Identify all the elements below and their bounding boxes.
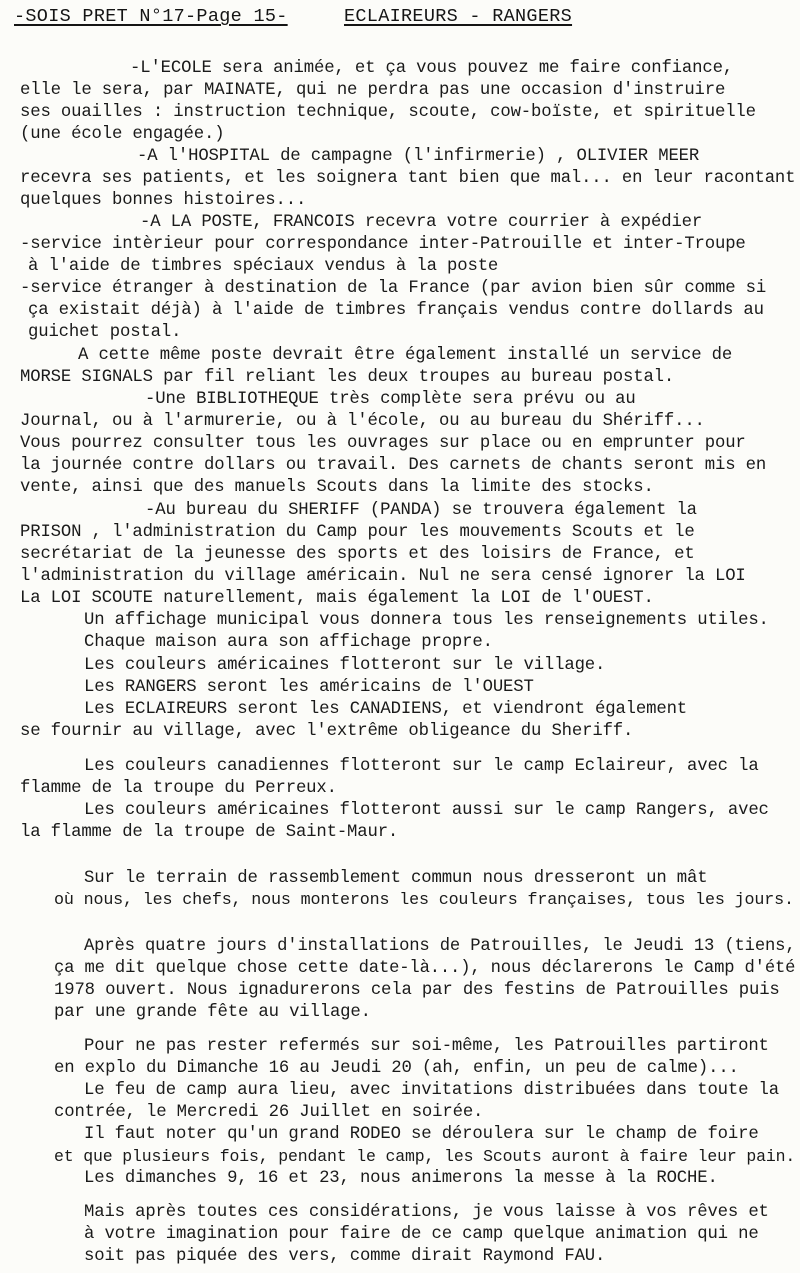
text-line: -A LA POSTE, FRANCOIS recevra votre courrier à expédier (140, 213, 703, 232)
text-line: contrée, le Mercredi 26 Juillet en soirée. (54, 1103, 484, 1122)
text-line: -A l'HOSPITAL de campagne (l'infirmerie) , OLIVIER MEER (137, 147, 700, 166)
text-line: Les couleurs américaines flotteront aussi sur le camp Rangers, avec (84, 801, 769, 820)
text-line: -Une BIBLIOTHEQUE très complète sera prévu ou au (145, 390, 636, 409)
text-line: Journal, ou à l'armurerie, ou à l'école, ou au bureau du Shériff... (20, 412, 705, 431)
text-line: Sur le terrain de rassemblement commun nous dresseront un mât (84, 869, 708, 888)
text-line: où nous, les chefs, nous monterons les couleurs françaises, tous les jours. (54, 891, 794, 910)
text-line: la journée contre dollars ou travail. Des carnets de chants seront mis en (20, 456, 767, 475)
text-line: (une école engagée.) (20, 125, 225, 144)
text-line: soit pas piquée des vers, comme dirait Raymond FAU. (84, 1247, 606, 1266)
text-line: par une grande fête au village. (54, 1003, 371, 1022)
text-line: Les RANGERS seront les américains de l'OUEST (84, 678, 534, 697)
header-issue-page: -SOIS PRET N°17-Page 15- (14, 6, 288, 27)
text-line: ça me dit quelque chose cette date-là...), nous déclarerons le Camp d'été (54, 959, 796, 978)
text-line: A cette même poste devrait être également installé un service de (78, 346, 733, 365)
text-line: flamme de la troupe du Perreux. (20, 779, 337, 798)
text-line: Les ECLAIREURS seront les CANADIENS, et viendront également (84, 700, 688, 719)
text-line: à votre imagination pour faire de ce camp quelque animation qui ne (84, 1225, 759, 1244)
text-line: -Au bureau du SHERIFF (PANDA) se trouvera également la (145, 501, 697, 520)
text-line: Les couleurs canadiennes flotteront sur le camp Eclaireur, avec la (84, 757, 759, 776)
text-line: la flamme de la troupe de Saint-Maur. (20, 823, 399, 842)
text-line: l'administration du village américain. Nul ne sera censé ignorer la LOI (20, 567, 746, 586)
text-line: -L'ECOLE sera animée, et ça vous pouvez me faire confiance, (130, 59, 734, 78)
text-line: Chaque maison aura son affichage propre. (84, 633, 493, 652)
text-line: Pour ne pas rester refermés sur soi-même, les Patrouilles partiront (84, 1037, 769, 1056)
text-line: Mais après toutes ces considérations, je vous laisse à vos rêves et (84, 1203, 769, 1222)
text-line: elle le sera, par MAINATE, qui ne perdra pas une occasion d'instruire (20, 81, 726, 100)
text-line: et que plusieurs fois, pendant le camp, les Scouts auront à faire leur pain. (54, 1147, 796, 1166)
text-line: 1978 ouvert. Nous ignadurerons cela par des festins de Patrouilles puis (54, 981, 780, 1000)
text-line: Un affichage municipal vous donnera tous les renseignements utiles. (84, 611, 769, 630)
text-line: recevra ses patients, et les soignera tant bien que mal... en leur racontant (20, 169, 796, 188)
text-line: Le feu de camp aura lieu, avec invitations distribuées dans toute la (84, 1081, 779, 1100)
text-line: Il faut noter qu'un grand RODEO se déroulera sur le champ de foire (84, 1125, 759, 1144)
text-line: ça existait déjà) à l'aide de timbres français vendus contre dollards au (28, 301, 764, 320)
text-line: -service intèrieur pour correspondance inter-Patrouille et inter-Troupe (20, 235, 746, 254)
text-line: PRISON , l'administration du Camp pour les mouvements Scouts et le (20, 523, 695, 542)
page-header (14, 6, 792, 34)
text-line: Les dimanches 9, 16 et 23, nous animerons la messe à la ROCHE. (84, 1169, 718, 1188)
header-title: ECLAIREURS - RANGERS (344, 6, 573, 27)
text-line: ses ouailles : instruction technique, scoute, cow-boïste, et spirituelle (20, 103, 756, 122)
text-line: MORSE SIGNALS par fil reliant les deux troupes au bureau postal. (20, 368, 675, 387)
text-line: en explo du Dimanche 16 au Jeudi 20 (ah, enfin, un peu de calme)... (54, 1059, 739, 1078)
text-line: vente, ainsi que des manuels Scouts dans la limite des stocks. (20, 478, 654, 497)
text-line: La LOI SCOUTE naturellement, mais également la LOI de l'OUEST. (20, 589, 654, 608)
text-line: -service étranger à destination de la France (par avion bien sûr comme si (20, 279, 767, 298)
text-line: à l'aide de timbres spéciaux vendus à la poste (28, 257, 499, 276)
text-line: se fournir au village, avec l'extrême obligeance du Sheriff. (20, 722, 634, 741)
text-line: Les couleurs américaines flotteront sur le village. (84, 656, 606, 675)
text-line: Après quatre jours d'installations de Patrouilles, le Jeudi 13 (tiens, (84, 937, 796, 956)
text-line: Vous pourrez consulter tous les ouvrages sur place ou en emprunter pour (20, 434, 746, 453)
text-line: secrétariat de la jeunesse des sports et des loisirs de France, et (20, 545, 695, 564)
text-line: guichet postal. (28, 323, 182, 342)
text-line: quelques bonnes histoires... (20, 191, 307, 210)
